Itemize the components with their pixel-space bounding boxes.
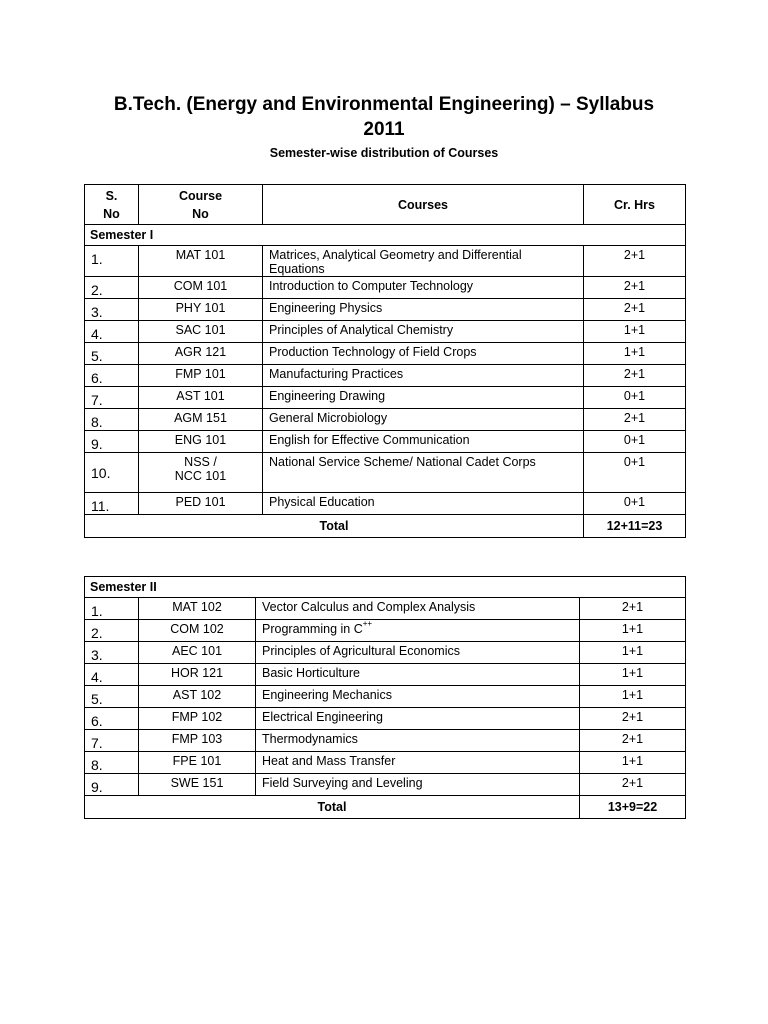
course-name-superscript: ++: [362, 619, 373, 628]
course-name: Physical Education: [263, 493, 584, 515]
semester-2-total-label: Total: [85, 796, 580, 819]
course-code: AST 102: [139, 686, 256, 708]
course-code-line-2: NCC 101: [174, 469, 227, 483]
row-number: 9.: [85, 431, 139, 453]
credit-hours: 0+1: [584, 387, 686, 409]
title-line-1: B.Tech. (Energy and Environmental Engineering) – Syllabus: [113, 94, 655, 115]
table-row: [85, 774, 686, 796]
semester-1-rows: [85, 246, 686, 515]
table-row: [85, 686, 686, 708]
credit-hours: 0+1: [584, 453, 686, 493]
course-name: Engineering Physics: [263, 299, 584, 321]
course-name: Vector Calculus and Complex Analysis: [256, 598, 580, 620]
course-name: Production Technology of Field Crops: [263, 343, 584, 365]
title-line-2: 2011: [363, 119, 405, 140]
table-row: [85, 620, 686, 642]
credit-hours: 0+1: [584, 493, 686, 515]
table-row: [85, 598, 686, 620]
row-number: 11.: [85, 493, 139, 515]
row-number: 4.: [85, 664, 139, 686]
credit-hours: 2+1: [580, 708, 686, 730]
row-number: 8.: [85, 752, 139, 774]
row-number: 3.: [85, 299, 139, 321]
row-number: 10.: [85, 453, 139, 493]
table-row: [85, 409, 686, 431]
document-title: [84, 92, 684, 142]
course-code-line-1: NSS /: [184, 455, 217, 469]
header-courses: Courses: [263, 185, 584, 225]
row-number: 7.: [85, 730, 139, 752]
semester-2-total-value: 13+9=22: [580, 796, 686, 819]
credit-hours: 1+1: [580, 752, 686, 774]
course-code: FMP 103: [139, 730, 256, 752]
credit-hours: 2+1: [580, 598, 686, 620]
course-code: AST 101: [139, 387, 263, 409]
row-number: 2.: [85, 620, 139, 642]
course-code: SAC 101: [139, 321, 263, 343]
course-code: COM 101: [139, 277, 263, 299]
row-number: 6.: [85, 365, 139, 387]
course-name: [256, 620, 580, 642]
row-number: 1.: [85, 598, 139, 620]
course-code: SWE 151: [139, 774, 256, 796]
table-row: [85, 453, 686, 493]
table-row: [85, 277, 686, 299]
row-number: 5.: [85, 686, 139, 708]
table-row: [85, 708, 686, 730]
credit-hours: 2+1: [584, 246, 686, 277]
table-row: [85, 730, 686, 752]
table-row: [85, 321, 686, 343]
semester-2-label: Semester II: [85, 577, 686, 598]
row-number: 8.: [85, 409, 139, 431]
header-credit-hours: Cr. Hrs: [584, 185, 686, 225]
course-code: PHY 101: [139, 299, 263, 321]
semester-1-table: [84, 184, 686, 538]
course-name: Engineering Drawing: [263, 387, 584, 409]
course-name: Basic Horticulture: [256, 664, 580, 686]
credit-hours: 1+1: [580, 664, 686, 686]
table-row: [85, 365, 686, 387]
course-code: AGR 121: [139, 343, 263, 365]
credit-hours: 2+1: [584, 409, 686, 431]
course-name: Principles of Agricultural Economics: [256, 642, 580, 664]
table-row: [85, 493, 686, 515]
row-number: 6.: [85, 708, 139, 730]
credit-hours: 2+1: [584, 299, 686, 321]
course-code: AGM 151: [139, 409, 263, 431]
course-code: MAT 101: [139, 246, 263, 277]
semester-2-table: [84, 576, 686, 819]
course-code: FPE 101: [139, 752, 256, 774]
course-name: Principles of Analytical Chemistry: [263, 321, 584, 343]
row-number: 1.: [85, 246, 139, 277]
course-name-text: Programming in C: [262, 622, 363, 636]
row-number: 9.: [85, 774, 139, 796]
credit-hours: 1+1: [580, 642, 686, 664]
table-row: [85, 752, 686, 774]
course-code: MAT 102: [139, 598, 256, 620]
table-row: [85, 387, 686, 409]
row-number: 4.: [85, 321, 139, 343]
header-course-no: Course No: [139, 185, 263, 225]
row-number: 7.: [85, 387, 139, 409]
credit-hours: 1+1: [580, 686, 686, 708]
semester-2-rows: [85, 598, 686, 796]
course-code: COM 102: [139, 620, 256, 642]
credit-hours: 0+1: [584, 431, 686, 453]
course-code: ENG 101: [139, 431, 263, 453]
course-name: Matrices, Analytical Geometry and Differential Equations: [263, 246, 584, 277]
semester-1-label: Semester I: [85, 225, 686, 246]
course-name: Thermodynamics: [256, 730, 580, 752]
table-row: [85, 246, 686, 277]
credit-hours: 2+1: [584, 365, 686, 387]
course-name: Heat and Mass Transfer: [256, 752, 580, 774]
credit-hours: 2+1: [584, 277, 686, 299]
header-sno: S. No: [85, 185, 139, 225]
course-name: Engineering Mechanics: [256, 686, 580, 708]
table-row: [85, 642, 686, 664]
course-code: PED 101: [139, 493, 263, 515]
row-number: 5.: [85, 343, 139, 365]
course-code: HOR 121: [139, 664, 256, 686]
semester-1-total-value: 12+11=23: [584, 515, 686, 538]
credit-hours: 1+1: [580, 620, 686, 642]
course-code: FMP 102: [139, 708, 256, 730]
credit-hours: 2+1: [580, 730, 686, 752]
row-number: 2.: [85, 277, 139, 299]
credit-hours: 1+1: [584, 321, 686, 343]
table-row: [85, 299, 686, 321]
course-name: Field Surveying and Leveling: [256, 774, 580, 796]
table-row: [85, 664, 686, 686]
course-name: English for Effective Communication: [263, 431, 584, 453]
course-name: National Service Scheme/ National Cadet Corps: [263, 453, 584, 493]
credit-hours: 1+1: [584, 343, 686, 365]
table-row: [85, 343, 686, 365]
course-code: AEC 101: [139, 642, 256, 664]
course-name: Manufacturing Practices: [263, 365, 584, 387]
table-row: [85, 431, 686, 453]
course-name: Introduction to Computer Technology: [263, 277, 584, 299]
document-subtitle: Semester-wise distribution of Courses: [269, 146, 499, 160]
course-code: [139, 453, 263, 493]
course-name: General Microbiology: [263, 409, 584, 431]
semester-1-total-label: Total: [85, 515, 584, 538]
row-number: 3.: [85, 642, 139, 664]
course-code: FMP 101: [139, 365, 263, 387]
credit-hours: 2+1: [580, 774, 686, 796]
course-name: Electrical Engineering: [256, 708, 580, 730]
